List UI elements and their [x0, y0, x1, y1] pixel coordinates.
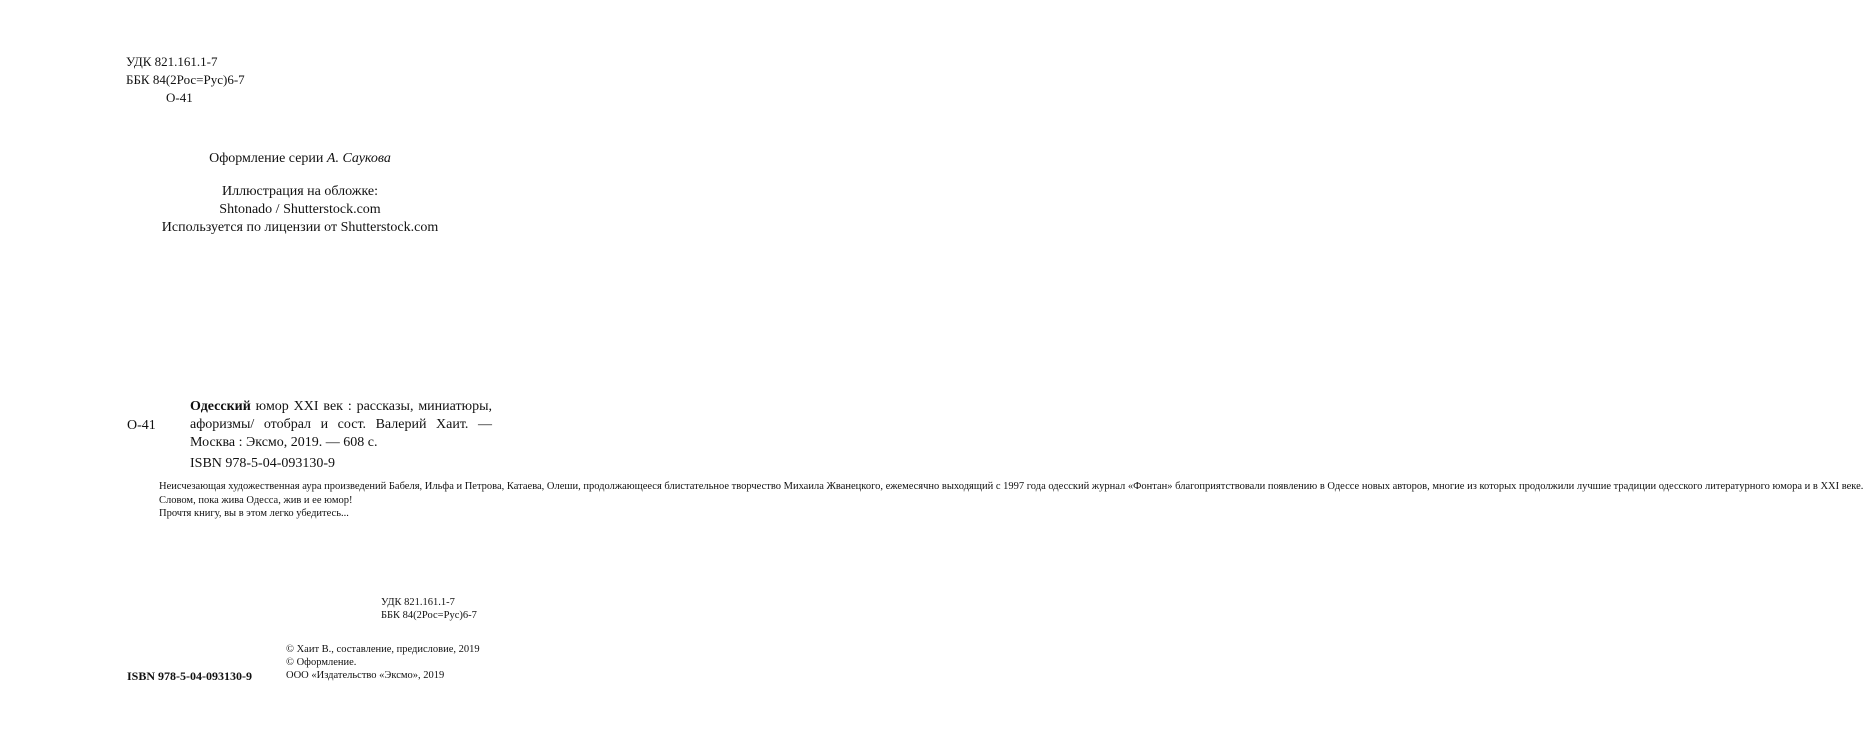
cover-illustration-label: Иллюстрация на обложке:: [221, 184, 379, 199]
series-design-credit: [0, 150, 600, 168]
small-bbk: ББК 84(2Рос=Рус)6-7: [381, 610, 477, 621]
bbk-code: ББК 84(2Рос=Рус)6-7: [126, 72, 245, 87]
bibliographic-description: [190, 398, 492, 452]
annotation-paragraph-1: Неисчезающая художественная аура произведений Бабеля, Ильфа и Петрова, Катаева, Олеши, продолжающееся блистательное творчество Михаила Жванецкого, ежемесячно выходящий с 1997 года одесский журнал «Фонтан» благоприятствовали появлению в Одессе новых авторов, многие из которых продолжили лучшие традиции одесского литературного юмора и в XXI веке.: [159, 481, 1863, 492]
annotation-paragraph-3: Прочтя книгу, вы в этом легко убедитесь...: [159, 508, 349, 520]
classification-codes: [126, 53, 245, 107]
isbn-bottom: ISBN 978-5-04-093130-9: [127, 669, 252, 683]
series-designer: А. Саукова: [326, 151, 391, 166]
annotation-paragraph-2: Словом, пока жива Одесса, жив и ее юмор!: [159, 494, 353, 506]
bib-line-3: Москва : Эксмо, 2019. — 608 с.: [190, 435, 378, 450]
annotation: [147, 480, 1863, 521]
cover-credit-block: [0, 183, 600, 237]
bib-line-2: афоризмы/ отобрал и сост. Валерий Хаит. —: [190, 417, 492, 432]
bib-line-1-rest: юмор XXI век : рассказы, миниатюры,: [250, 399, 492, 414]
small-udk: УДК 821.161.1-7: [381, 597, 455, 608]
bibliographic-index-mark: О-41: [127, 418, 156, 433]
bib-line-1: [190, 398, 492, 416]
copyright-line-3: ООО «Издательство «Эксмо», 2019: [286, 670, 445, 681]
copyright-block: [286, 643, 480, 682]
series-design-prefix: Оформление серии: [209, 151, 327, 166]
isbn-main: ISBN 978-5-04-093130-9: [190, 456, 336, 471]
cover-illustration-source: Shtonado / Shutterstock.com: [219, 202, 381, 217]
book-title: Одесский: [190, 399, 251, 414]
license-text: Используется по лицензии от Shutterstock.com: [161, 220, 439, 235]
author-mark: О-41: [166, 90, 193, 105]
copyright-line-2: © Оформление.: [286, 657, 357, 668]
copyright-line-1: © Хаит В., составление, предисловие, 2019: [286, 644, 480, 655]
udk-code: УДК 821.161.1-7: [126, 54, 218, 69]
small-classification-codes: [381, 596, 477, 622]
